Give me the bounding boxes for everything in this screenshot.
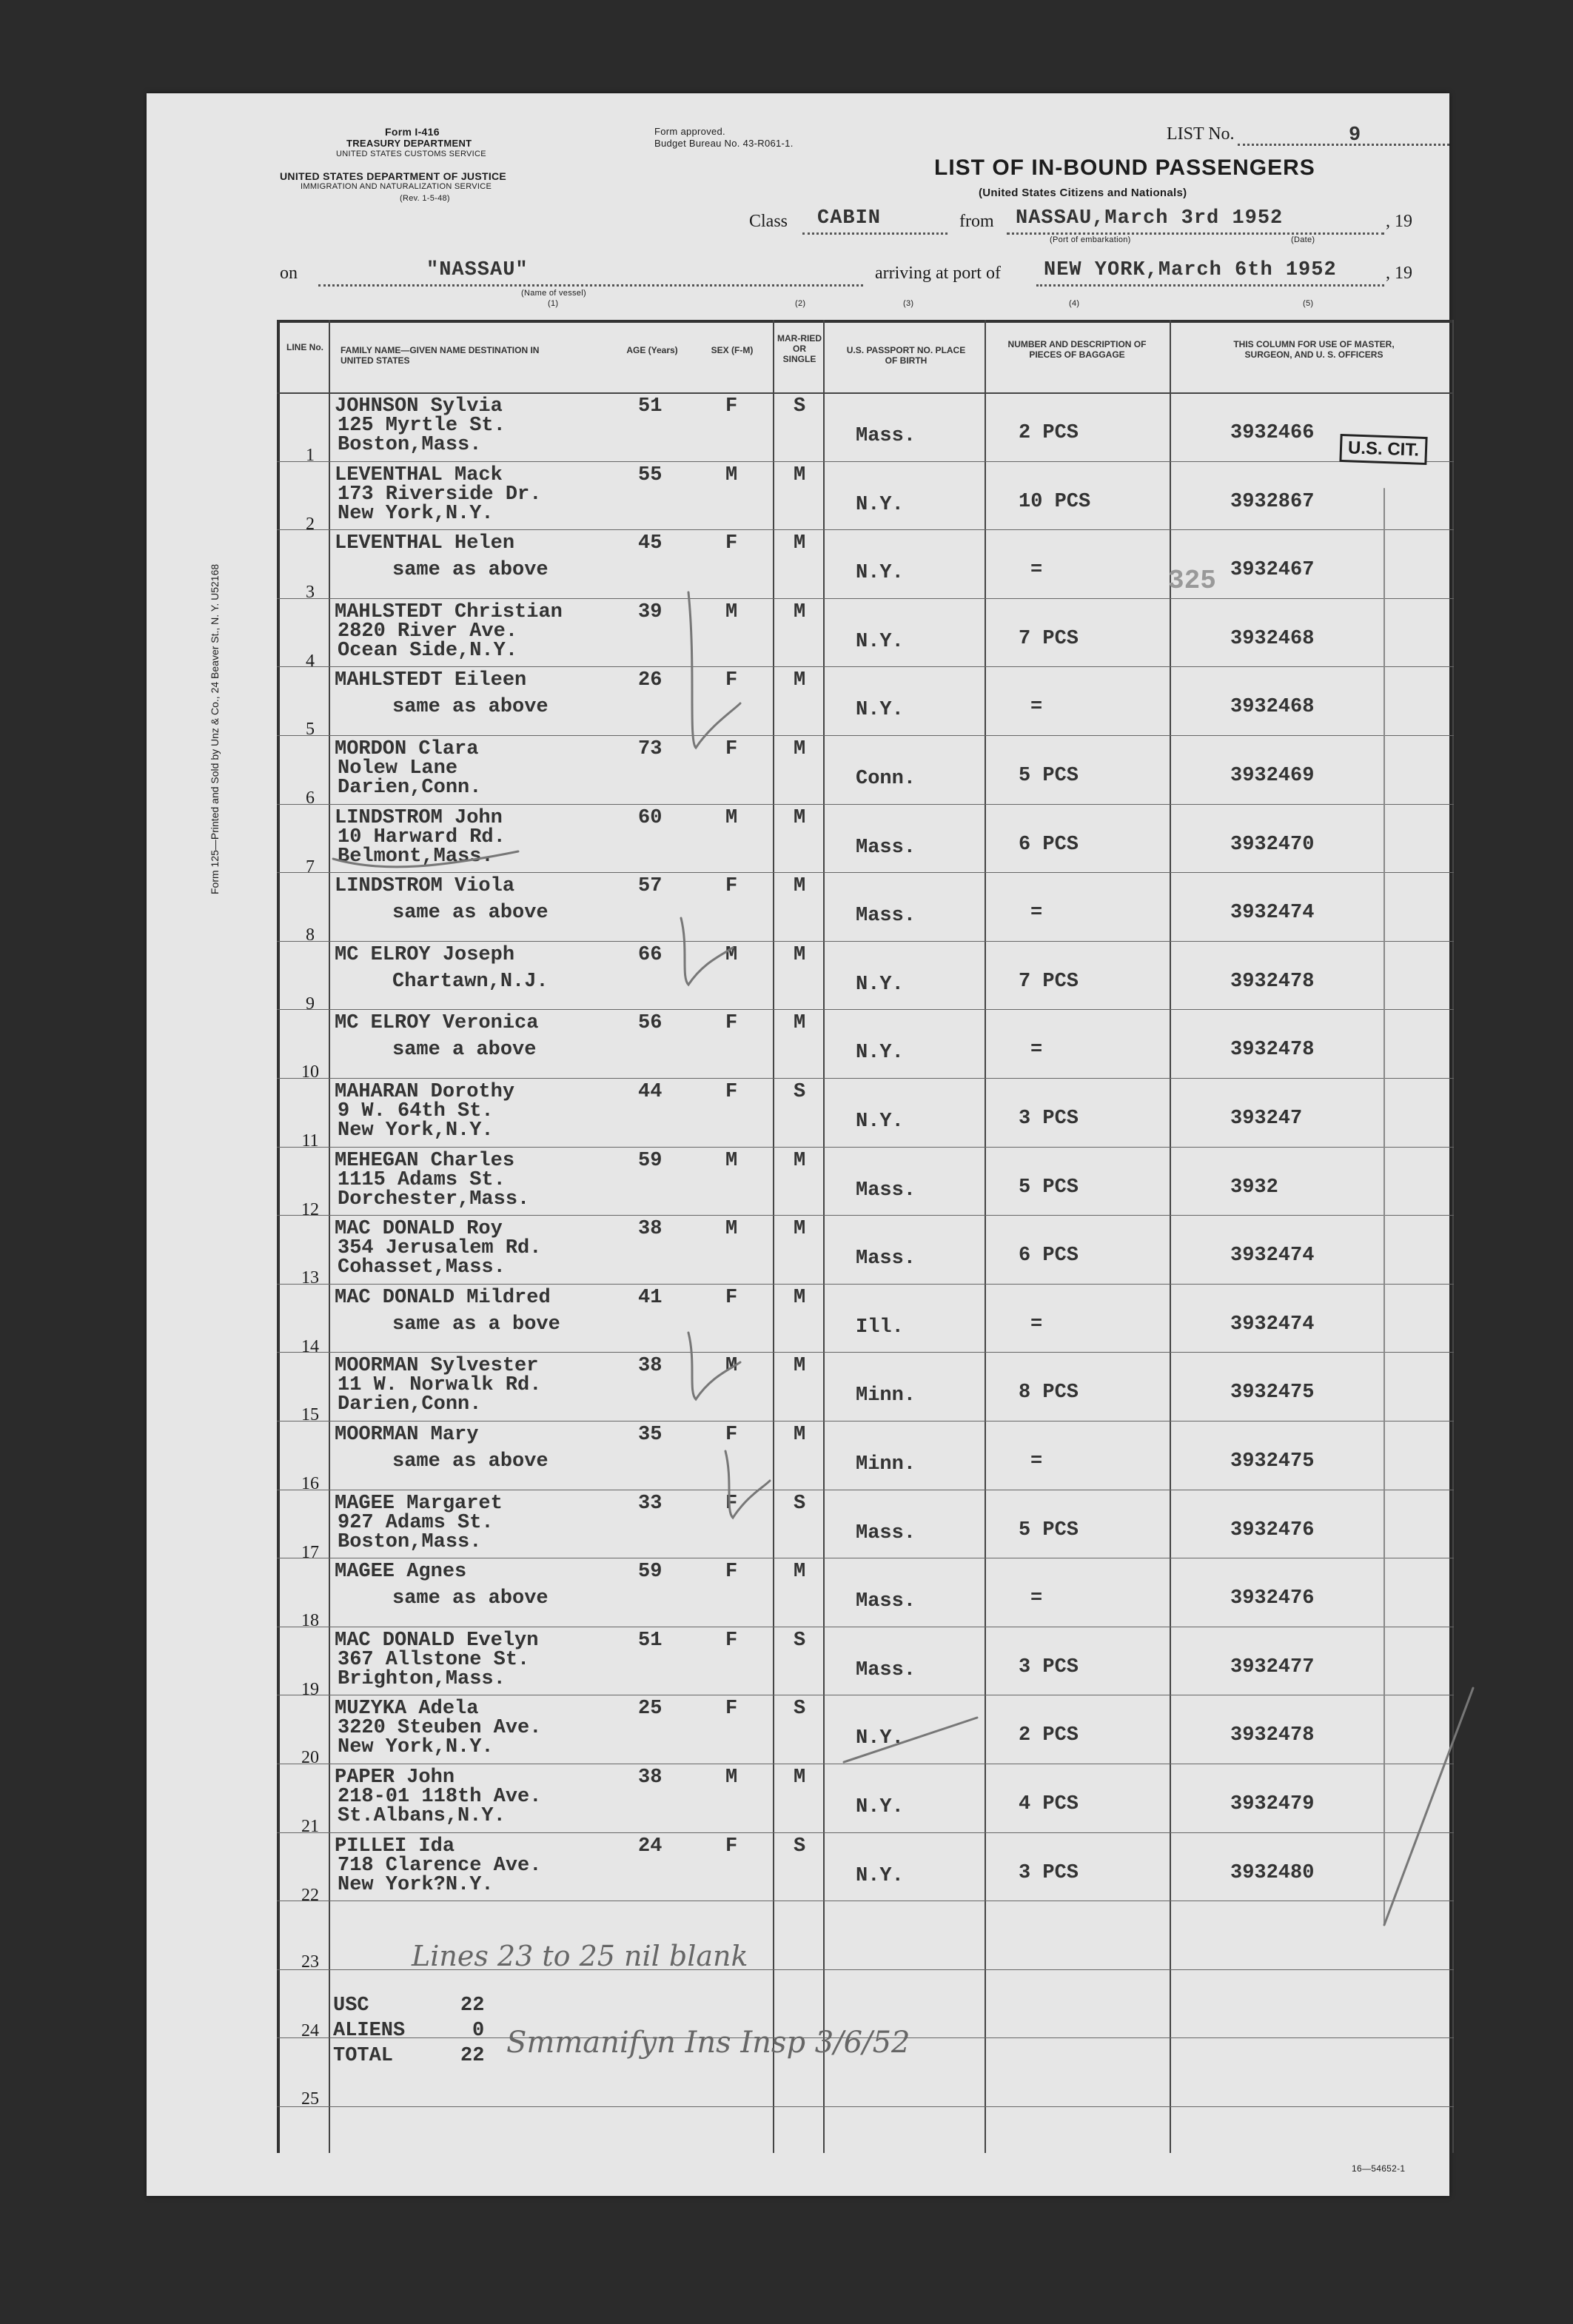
passenger-birthplace: N.Y. xyxy=(856,493,904,516)
budget-bureau: Budget Bureau No. 43-R061-1. xyxy=(654,138,794,149)
passenger-baggage: = xyxy=(1030,1450,1043,1473)
passenger-age: 41 xyxy=(638,1286,663,1309)
passenger-sex: F xyxy=(725,1698,738,1721)
passenger-age: 60 xyxy=(638,806,663,829)
passenger-baggage: = xyxy=(1030,902,1043,925)
passenger-name: MAHLSTEDT Eileen xyxy=(335,669,527,692)
passenger-marital: S xyxy=(794,1492,806,1515)
passenger-baggage: 5 PCS xyxy=(1019,1176,1079,1199)
passenger-birthplace: Ill. xyxy=(856,1316,904,1339)
passenger-city: same a above xyxy=(392,1039,537,1062)
passenger-age: 35 xyxy=(638,1424,663,1446)
passenger-age: 51 xyxy=(638,1629,663,1652)
passenger-officer-no: 393247 xyxy=(1230,1108,1303,1130)
passenger-officer-no: 3932480 xyxy=(1230,1861,1315,1884)
passenger-baggage: 6 PCS xyxy=(1019,1245,1079,1268)
handwritten-signature: Smmanifyn Ins Insp 3/6/52 xyxy=(506,2026,910,2060)
passenger-address: 218-01 118th Ave. xyxy=(338,1786,542,1808)
passenger-name: JOHNSON Sylvia xyxy=(335,395,503,418)
passenger-age: 57 xyxy=(638,875,663,898)
passenger-city: same as above xyxy=(392,902,549,925)
passenger-age: 38 xyxy=(638,1767,663,1789)
passenger-name: MAGEE Margaret xyxy=(335,1492,503,1515)
passenger-baggage: 5 PCS xyxy=(1019,765,1079,787)
passenger-age: 33 xyxy=(638,1492,663,1515)
line-number: 5 xyxy=(306,720,315,740)
passenger-sex: M xyxy=(725,1767,738,1789)
passenger-birthplace: Mass. xyxy=(856,1248,916,1270)
passenger-baggage: = xyxy=(1030,696,1043,719)
passenger-sex: M xyxy=(725,600,738,623)
form-number: Form I-416 xyxy=(385,126,440,138)
passenger-birthplace: N.Y. xyxy=(856,1796,904,1818)
passenger-name: MOORMAN Mary xyxy=(335,1424,479,1446)
passenger-sex: M xyxy=(725,1218,738,1241)
header-age: AGE (Years) xyxy=(626,345,678,355)
passenger-officer-no: 3932477 xyxy=(1230,1655,1315,1678)
passenger-city: Dorchester,Mass. xyxy=(338,1188,530,1210)
passenger-birthplace: N.Y. xyxy=(856,1864,904,1887)
passenger-birthplace: Mass. xyxy=(856,836,916,859)
year-suffix-2: , 19 xyxy=(1386,264,1412,283)
passenger-city: New York,N.Y. xyxy=(338,502,494,525)
form-footer-number: 16—54652-1 xyxy=(1352,2163,1406,2174)
passenger-officer-no: 3932474 xyxy=(1230,1245,1315,1268)
list-no-value: 9 xyxy=(1349,124,1362,147)
passenger-marital: M xyxy=(794,738,806,760)
passenger-address: Nolew Lane xyxy=(338,757,458,780)
line-number: 12 xyxy=(301,1199,319,1219)
immigration-service: IMMIGRATION AND NATURALIZATION SERVICE xyxy=(301,182,492,191)
totals-total: TOTAL xyxy=(333,2045,394,2067)
line-number: 24 xyxy=(301,2020,319,2040)
passenger-marital: S xyxy=(794,395,806,418)
passenger-marital: M xyxy=(794,1012,806,1035)
passenger-sex: F xyxy=(725,532,738,555)
passenger-marital: M xyxy=(794,1286,806,1309)
passenger-marital: S xyxy=(794,1835,806,1858)
passenger-name: MEHEGAN Charles xyxy=(335,1149,515,1172)
passenger-age: 73 xyxy=(638,738,663,760)
passenger-baggage: = xyxy=(1030,1039,1043,1062)
vessel-note: (Name of vessel) xyxy=(521,289,586,298)
passenger-marital: M xyxy=(794,875,806,898)
passenger-sex: M xyxy=(725,806,738,829)
passenger-birthplace: N.Y. xyxy=(856,562,904,585)
passenger-name: MORDON Clara xyxy=(335,738,479,760)
passenger-age: 26 xyxy=(638,669,663,692)
passenger-officer-no: 3932867 xyxy=(1230,490,1315,513)
header-baggage: NUMBER AND DESCRIPTION OF PIECES OF BAGGAGE xyxy=(1007,339,1147,360)
line-number: 14 xyxy=(301,1336,319,1356)
passenger-city: Darien,Conn. xyxy=(338,1393,482,1416)
passenger-marital: M xyxy=(794,669,806,692)
passenger-name: PILLEI Ida xyxy=(335,1835,455,1858)
passenger-baggage: 7 PCS xyxy=(1019,970,1079,993)
passenger-birthplace: N.Y. xyxy=(856,630,904,653)
passenger-address: 3220 Steuben Ave. xyxy=(338,1717,542,1740)
line-number: 11 xyxy=(301,1131,319,1151)
passenger-baggage: = xyxy=(1030,559,1043,582)
passenger-officer-no: 3932478 xyxy=(1230,1724,1315,1747)
passenger-baggage: 3 PCS xyxy=(1019,1108,1079,1130)
passenger-sex: F xyxy=(725,1629,738,1652)
passenger-officer-no: 3932 xyxy=(1230,1176,1278,1199)
passenger-sex: F xyxy=(725,875,738,898)
header-passport: U.S. PASSPORT NO. PLACE OF BIRTH xyxy=(846,345,966,366)
passenger-age: 25 xyxy=(638,1698,663,1721)
passenger-address: 718 Clarence Ave. xyxy=(338,1854,542,1877)
passenger-baggage: 4 PCS xyxy=(1019,1793,1079,1815)
passenger-sex: F xyxy=(725,1012,738,1035)
passenger-officer-no: 3932467 xyxy=(1230,559,1315,582)
passenger-city: Belmont,Mass. xyxy=(338,845,494,868)
passenger-city: same as above xyxy=(392,696,549,719)
passenger-birthplace: Mass. xyxy=(856,1590,916,1613)
passenger-baggage: 5 PCS xyxy=(1019,1518,1079,1541)
passenger-age: 44 xyxy=(638,1081,663,1103)
passenger-name: LINDSTROM Viola xyxy=(335,875,515,898)
passenger-name: LEVENTHAL Helen xyxy=(335,532,515,555)
passenger-marital: M xyxy=(794,1767,806,1789)
passenger-birthplace: Mass. xyxy=(856,425,916,447)
usc-label: USC xyxy=(333,1995,369,2017)
date-note: (Date) xyxy=(1291,235,1315,244)
passenger-city: New York,N.Y. xyxy=(338,1119,494,1142)
passenger-name: LEVENTHAL Mack xyxy=(335,463,503,486)
passenger-sex: F xyxy=(725,1835,738,1858)
line-number: 17 xyxy=(301,1542,319,1562)
passenger-sex: F xyxy=(725,669,738,692)
passenger-city: Chartawn,N.J. xyxy=(392,970,549,993)
passenger-name: MAHLSTEDT Christian xyxy=(335,600,563,623)
header-name: FAMILY NAME—GIVEN NAME DESTINATION IN UNITED STATES xyxy=(341,345,540,366)
passenger-sex: F xyxy=(725,738,738,760)
line-number: 1 xyxy=(306,446,315,465)
passenger-city: Ocean Side,N.Y. xyxy=(338,639,518,662)
line-number: 4 xyxy=(306,651,315,671)
line-number: 16 xyxy=(301,1474,319,1493)
vessel-name: "NASSAU" xyxy=(426,259,529,281)
printer-imprint: Form 125—Printed and Sold by Unz & Co., 24 Beaver St., N. Y. U52168 xyxy=(209,563,221,894)
passenger-officer-no: 3932478 xyxy=(1230,970,1315,993)
line-number: 9 xyxy=(306,994,315,1014)
passenger-officer-no: 3932469 xyxy=(1230,765,1315,787)
form-approved: Form approved. xyxy=(654,126,725,137)
passenger-officer-no: 3932468 xyxy=(1230,696,1315,719)
passenger-name: MAC DONALD Roy xyxy=(335,1218,503,1241)
passenger-age: 59 xyxy=(638,1149,663,1172)
passenger-officer-no: 3932470 xyxy=(1230,833,1315,856)
passenger-address: 1115 Adams St. xyxy=(338,1168,506,1191)
passenger-officer-no: 3932476 xyxy=(1230,1518,1315,1541)
line-number: 25 xyxy=(301,2089,319,2109)
passenger-baggage: 8 PCS xyxy=(1019,1382,1079,1404)
passenger-sex: F xyxy=(725,1492,738,1515)
passenger-city: same as a bove xyxy=(392,1313,560,1336)
from-value: NASSAU,March 3rd 1952 xyxy=(1016,207,1284,230)
passenger-address: 354 Jerusalem Rd. xyxy=(338,1237,542,1260)
passenger-marital: S xyxy=(794,1629,806,1652)
passenger-address: 125 Myrtle St. xyxy=(338,415,506,437)
totals-usc-value: 22 xyxy=(460,1995,485,2017)
passenger-name: MUZYKA Adela xyxy=(335,1698,479,1721)
passenger-city: same as above xyxy=(392,1587,549,1610)
arriving-label: arriving at port of xyxy=(875,264,1001,283)
passenger-marital: M xyxy=(794,806,806,829)
passenger-baggage: = xyxy=(1030,1313,1043,1336)
line-number: 22 xyxy=(301,1885,319,1905)
passenger-sex: F xyxy=(725,1424,738,1446)
passenger-birthplace: N.Y. xyxy=(856,699,904,722)
passenger-city: Brighton,Mass. xyxy=(338,1667,506,1690)
list-no-label: LIST No. xyxy=(1167,124,1235,144)
passenger-age: 66 xyxy=(638,943,663,966)
from-label: from xyxy=(959,212,994,231)
passenger-city: Darien,Conn. xyxy=(338,777,482,799)
passenger-sex: F xyxy=(725,1081,738,1103)
handwritten-note: Lines 23 to 25 nil blank xyxy=(412,1940,748,1972)
passenger-birthplace: N.Y. xyxy=(856,973,904,996)
header-sex: SEX (F-M) xyxy=(711,345,754,355)
passenger-marital: M xyxy=(794,1218,806,1241)
passenger-officer-no: 3932479 xyxy=(1230,1793,1315,1815)
passenger-officer-no: 3932468 xyxy=(1230,627,1315,650)
passenger-age: 24 xyxy=(638,1835,663,1858)
line-number: 2 xyxy=(306,514,315,534)
totals-aliens-value: 0 xyxy=(472,2020,485,2042)
passenger-birthplace: N.Y. xyxy=(856,1727,904,1750)
passenger-age: 39 xyxy=(638,600,663,623)
passenger-address: 2820 River Ave. xyxy=(338,620,518,643)
passenger-city: New York,N.Y. xyxy=(338,1736,494,1759)
passenger-baggage: = xyxy=(1030,1587,1043,1610)
passenger-birthplace: N.Y. xyxy=(856,1111,904,1133)
passenger-officer-no: 3932474 xyxy=(1230,902,1315,925)
on-label: on xyxy=(280,264,298,283)
passenger-baggage: 3 PCS xyxy=(1019,1861,1079,1884)
passenger-name: MAC DONALD Mildred xyxy=(335,1286,551,1309)
passenger-address: 367 Allstone St. xyxy=(338,1648,530,1671)
passenger-marital: S xyxy=(794,1698,806,1721)
passenger-birthplace: N.Y. xyxy=(856,1042,904,1065)
passenger-marital: M xyxy=(794,532,806,555)
totals-total-value: 22 xyxy=(460,2045,485,2067)
arriving-value: NEW YORK,March 6th 1952 xyxy=(1044,259,1337,281)
passenger-name: PAPER John xyxy=(335,1767,455,1789)
line-number: 6 xyxy=(306,788,315,808)
passenger-marital: M xyxy=(794,463,806,486)
line-number: 18 xyxy=(301,1611,319,1631)
passenger-age: 38 xyxy=(638,1355,663,1378)
passenger-baggage: 2 PCS xyxy=(1019,1724,1079,1747)
passenger-baggage: 2 PCS xyxy=(1019,422,1079,444)
passenger-age: 55 xyxy=(638,463,663,486)
class-label: Class xyxy=(749,212,788,231)
passenger-address: 11 W. Norwalk Rd. xyxy=(338,1374,542,1397)
line-number: 7 xyxy=(306,857,315,877)
passenger-city: Cohasset,Mass. xyxy=(338,1256,506,1279)
stamp-number: 325 xyxy=(1168,566,1216,596)
passenger-city: St.Albans,N.Y. xyxy=(338,1805,506,1827)
passenger-sex: M xyxy=(725,943,738,966)
passenger-birthplace: Mass. xyxy=(856,1179,916,1202)
passenger-baggage: 7 PCS xyxy=(1019,627,1079,650)
line-number: 20 xyxy=(301,1748,319,1768)
page-title: LIST OF IN-BOUND PASSENGERS xyxy=(934,155,1315,180)
header-officers: THIS COLUMN FOR USE OF MASTER, SURGEON, AND U. S. OFFICERS xyxy=(1233,339,1395,360)
passenger-officer-no: 3932476 xyxy=(1230,1587,1315,1610)
passenger-age: 51 xyxy=(638,395,663,418)
col4-number: (4) xyxy=(1069,299,1080,308)
port-embark-note: (Port of embarkation) xyxy=(1050,235,1131,244)
passenger-officer-no: 3932474 xyxy=(1230,1313,1315,1336)
passenger-city: same as above xyxy=(392,1450,549,1473)
header-married: MAR-RIED OR SINGLE xyxy=(777,333,822,364)
passenger-officer-no: 3932475 xyxy=(1230,1450,1315,1473)
passenger-marital: M xyxy=(794,1424,806,1446)
passenger-name: MC ELROY Joseph xyxy=(335,943,515,966)
passenger-age: 45 xyxy=(638,532,663,555)
col3-number: (3) xyxy=(903,299,914,308)
passenger-birthplace: Minn. xyxy=(856,1453,916,1476)
passenger-officer-no: 3932475 xyxy=(1230,1382,1315,1404)
passenger-birthplace: Minn. xyxy=(856,1384,916,1407)
line-number: 21 xyxy=(301,1817,319,1836)
passenger-age: 59 xyxy=(638,1561,663,1584)
passenger-birthplace: Conn. xyxy=(856,768,916,790)
col1-number: (1) xyxy=(548,299,559,308)
us-citizen-stamp: U.S. CIT. xyxy=(1339,434,1427,465)
passenger-address: 173 Riverside Dr. xyxy=(338,483,542,506)
passenger-age: 38 xyxy=(638,1218,663,1241)
passenger-city: Boston,Mass. xyxy=(338,434,482,456)
passenger-sex: F xyxy=(725,1561,738,1584)
class-value: CABIN xyxy=(817,207,882,230)
passenger-name: MAHARAN Dorothy xyxy=(335,1081,515,1103)
page-subtitle: (United States Citizens and Nationals) xyxy=(979,187,1187,199)
totals-aliens: ALIENS xyxy=(333,2020,406,2042)
passenger-baggage: 10 PCS xyxy=(1019,490,1091,513)
customs-service: UNITED STATES CUSTOMS SERVICE xyxy=(336,150,486,158)
passenger-sex: M xyxy=(725,1355,738,1378)
passenger-city: same as above xyxy=(392,559,549,582)
passenger-address: 927 Adams St. xyxy=(338,1511,494,1534)
passenger-marital: M xyxy=(794,1355,806,1378)
line-number: 19 xyxy=(301,1679,319,1699)
col2-number: (2) xyxy=(795,299,806,308)
line-number: 15 xyxy=(301,1405,319,1425)
passenger-birthplace: Mass. xyxy=(856,905,916,928)
col5-number: (5) xyxy=(1303,299,1314,308)
passenger-city: New York?N.Y. xyxy=(338,1873,494,1896)
passenger-birthplace: Mass. xyxy=(856,1658,916,1681)
line-number: 13 xyxy=(301,1268,319,1288)
passenger-officer-no: 3932478 xyxy=(1230,1039,1315,1062)
line-number: 23 xyxy=(301,1952,319,1972)
treasury-dept: TREASURY DEPARTMENT xyxy=(346,138,472,149)
passenger-sex: M xyxy=(725,1149,738,1172)
passenger-baggage: 3 PCS xyxy=(1019,1655,1079,1678)
passenger-marital: M xyxy=(794,1561,806,1584)
passenger-officer-no: 3932466 xyxy=(1230,422,1315,444)
justice-dept: UNITED STATES DEPARTMENT OF JUSTICE xyxy=(280,170,507,182)
passenger-age: 56 xyxy=(638,1012,663,1035)
passenger-birthplace: Mass. xyxy=(856,1521,916,1544)
passenger-name: MC ELROY Veronica xyxy=(335,1012,539,1035)
header-line-no: LINE No. xyxy=(286,342,323,352)
line-number: 8 xyxy=(306,925,315,945)
passenger-name: LINDSTROM John xyxy=(335,806,503,829)
passenger-marital: S xyxy=(794,1081,806,1103)
passenger-name: MAGEE Agnes xyxy=(335,1561,467,1584)
passenger-marital: M xyxy=(794,1149,806,1172)
passenger-city: Boston,Mass. xyxy=(338,1530,482,1553)
passenger-marital: M xyxy=(794,600,806,623)
passenger-marital: M xyxy=(794,943,806,966)
passenger-sex: M xyxy=(725,463,738,486)
passenger-name: MOORMAN Sylvester xyxy=(335,1355,539,1378)
year-suffix: , 19 xyxy=(1386,212,1412,231)
line-number: 3 xyxy=(306,583,315,603)
revision: (Rev. 1-5-48) xyxy=(400,194,450,203)
passenger-sex: F xyxy=(725,1286,738,1309)
passenger-sex: F xyxy=(725,395,738,418)
passenger-name: MAC DONALD Evelyn xyxy=(335,1629,539,1652)
passenger-address: 9 W. 64th St. xyxy=(338,1100,494,1122)
passenger-address: 10 Harward Rd. xyxy=(338,826,506,848)
line-number: 10 xyxy=(301,1062,319,1082)
passenger-baggage: 6 PCS xyxy=(1019,833,1079,856)
